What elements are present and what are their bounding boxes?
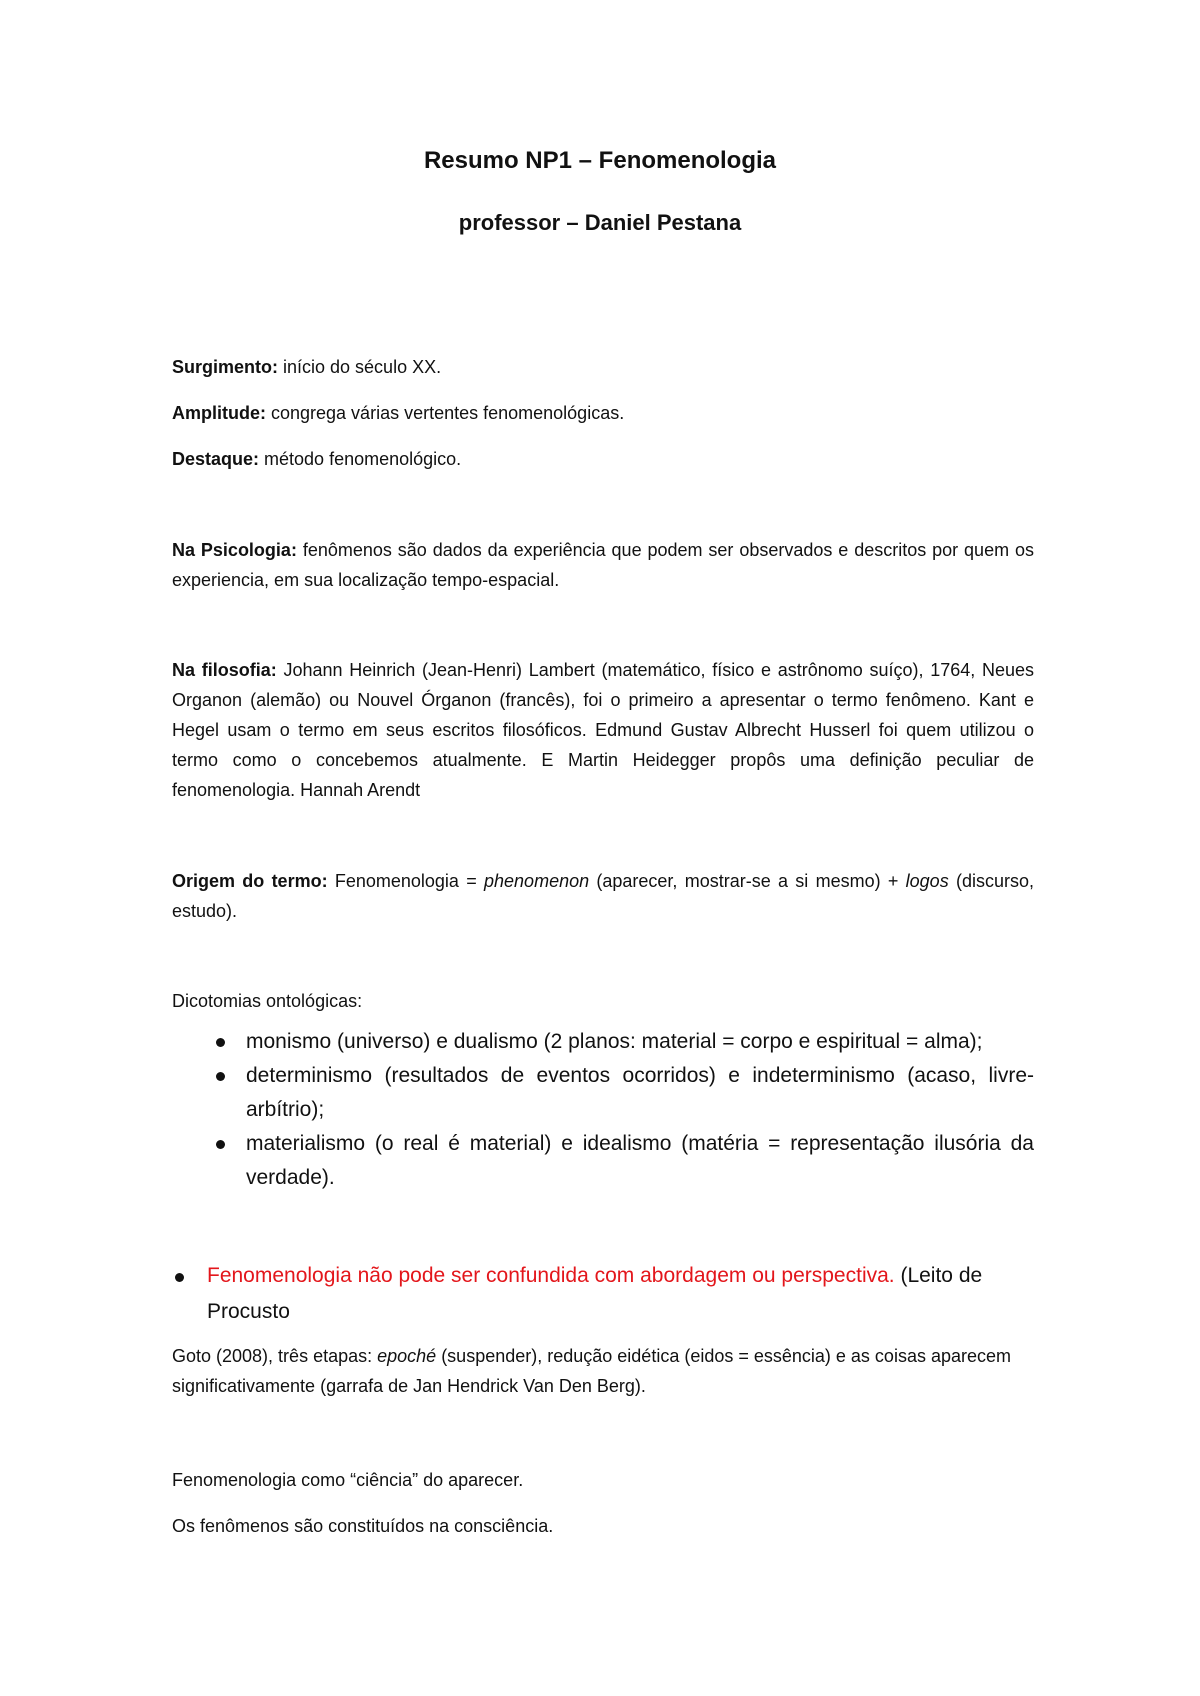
bullet-icon (216, 1038, 225, 1047)
list-item (172, 1059, 1034, 1127)
list-item (172, 1025, 1034, 1059)
psicologia-text: fenômenos são dados da experiência que podem ser observados e descritos por quem os experiencia, em sua localização tempo-espacial. (172, 540, 1034, 590)
destaque-paragraph (172, 444, 1034, 474)
dicotomias-heading: Dicotomias ontológicas: (172, 991, 363, 1011)
dicotomia-text: materialismo (o real é material) e idealismo (matéria = representação ilusória da verdade). (246, 1132, 1034, 1189)
origem-text-1: Fenomenologia = (327, 871, 485, 891)
amplitude-text: congrega várias vertentes fenomenológicas. (266, 403, 625, 423)
warning-rest-text: (Leito de Procusto (207, 1264, 983, 1323)
psicologia-paragraph (172, 535, 1034, 595)
origem-paragraph (172, 866, 1034, 926)
psicologia-label: Na Psicologia: (172, 540, 297, 560)
origem-logos: logos (905, 871, 949, 891)
filosofia-label: Na filosofia: (172, 660, 277, 680)
amplitude-label: Amplitude: (172, 403, 266, 423)
filosofia-text: Johann Heinrich (Jean-Henri) Lambert (matemático, físico e astrônomo suíço), 1764, Neues Organon (alemão) ou Nouvel Órganon (francês), foi o primeiro a apresentar o termo fenômeno. Kant e Hegel usam o termo em seus escritos filosóficos. Edmund Gustav Albrecht Husserl foi quem utilizou o termo como o concebemos atualmente. E Martin Heidegger propôs uma definição peculiar de fenomenologia. Hannah Arendt (172, 660, 1034, 800)
surgimento-paragraph (172, 352, 1034, 382)
filosofia-paragraph (172, 655, 1034, 805)
origem-phenomenon: phenomenon (484, 871, 590, 891)
closing-line-2: Os fenômenos são constituídos na consciência. (172, 1516, 554, 1536)
destaque-label: Destaque: (172, 449, 260, 469)
document-subtitle: professor – Daniel Pestana (458, 210, 742, 235)
closing-line-1: Fenomenologia como “ciência” do aparecer. (172, 1470, 524, 1490)
dicotomia-text: monismo (universo) e dualismo (2 planos: material = corpo e espiritual = alma); (246, 1030, 983, 1053)
destaque-text: método fenomenológico. (259, 449, 462, 469)
warning-item (172, 1258, 1034, 1330)
amplitude-paragraph (172, 398, 1034, 428)
list-item (172, 1127, 1034, 1195)
surgimento-text: início do século XX. (278, 357, 442, 377)
goto-epoche: epoché (377, 1346, 437, 1366)
bullet-icon (216, 1072, 225, 1081)
warning-red-text: Fenomenologia não pode ser confundida com abordagem ou perspectiva. (207, 1264, 895, 1287)
dicotomias-list (172, 1025, 1034, 1195)
origem-label: Origem do termo: (172, 871, 328, 891)
goto-paragraph (172, 1341, 1034, 1401)
bullet-icon (175, 1273, 184, 1282)
goto-text-2: (suspender), redução eidética (eidos = essência) e as coisas aparecem significativamente (garrafa de Jan Hendrick Van Den Berg). (172, 1346, 1011, 1396)
origem-text-3: (discurso, estudo). (172, 871, 1034, 921)
bullet-icon (216, 1140, 225, 1149)
document-title: Resumo NP1 – Fenomenologia (423, 147, 777, 174)
goto-text-1: Goto (2008), três etapas: (172, 1346, 378, 1366)
dicotomia-text: determinismo (resultados de eventos ocorridos) e indeterminismo (acaso, livre-arbítrio); (246, 1064, 1034, 1121)
surgimento-label: Surgimento: (172, 357, 278, 377)
origem-text-2: (aparecer, mostrar-se a si mesmo) + (589, 871, 906, 891)
warning-content (172, 1258, 1034, 1330)
